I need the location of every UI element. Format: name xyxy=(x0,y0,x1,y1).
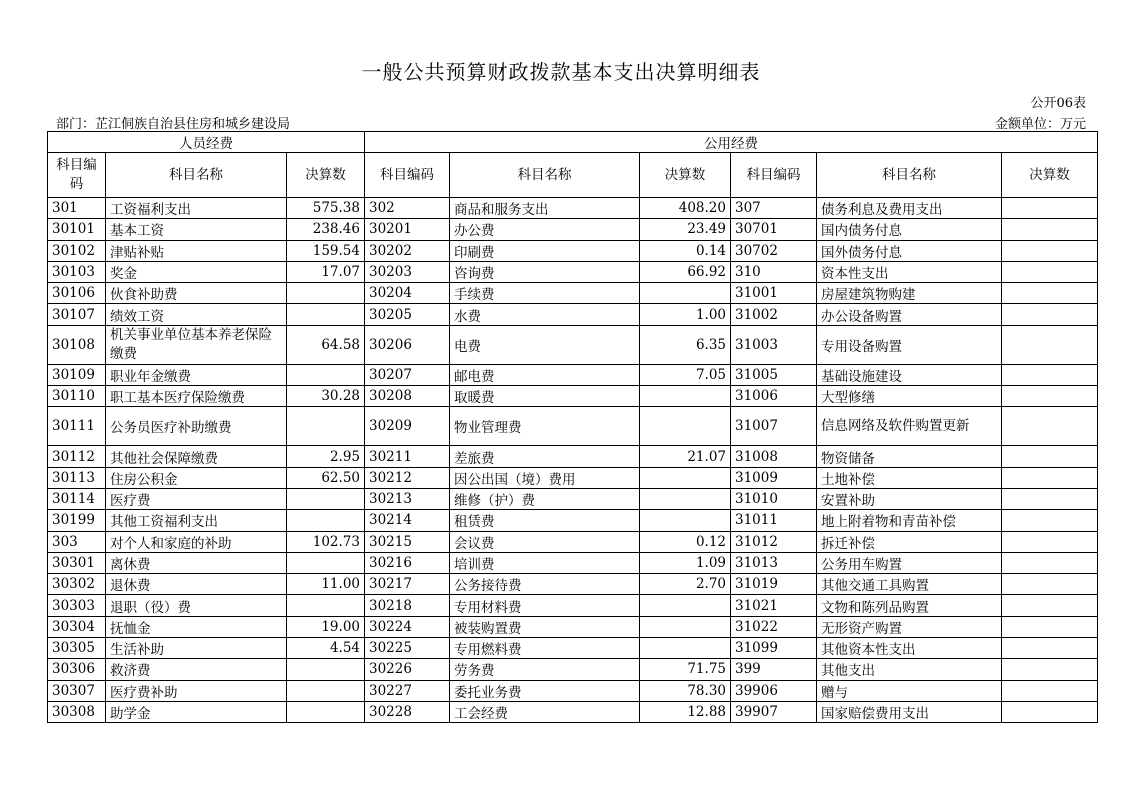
code-cell: 30102 xyxy=(48,240,106,261)
code-cell: 31007 xyxy=(731,407,817,446)
code-cell: 30306 xyxy=(48,659,106,680)
name-cell: 住房公积金 xyxy=(106,467,287,488)
amount-cell: 21.07 xyxy=(640,446,731,467)
code-cell: 30213 xyxy=(365,488,450,509)
code-cell: 31011 xyxy=(731,510,817,531)
table-row xyxy=(48,595,1098,616)
code-cell: 39906 xyxy=(731,680,817,701)
name-cell: 其他支出 xyxy=(817,659,1002,680)
name-cell: 无形资产购置 xyxy=(817,616,1002,637)
code-cell: 30101 xyxy=(48,219,106,240)
code-cell: 31003 xyxy=(731,325,817,364)
code-cell: 30205 xyxy=(365,304,450,325)
code-cell: 31002 xyxy=(731,304,817,325)
name-cell: 专用设备购置 xyxy=(817,325,1002,364)
name-cell: 办公费 xyxy=(450,219,640,240)
code-cell: 30110 xyxy=(48,386,106,407)
amount-cell xyxy=(287,552,365,573)
name-cell: 会议费 xyxy=(450,531,640,552)
name-cell: 文物和陈列品购置 xyxy=(817,595,1002,616)
amount-cell xyxy=(1002,261,1098,282)
code-cell: 30107 xyxy=(48,304,106,325)
amount-cell xyxy=(1002,552,1098,573)
name-cell: 基本工资 xyxy=(106,219,287,240)
table-row xyxy=(48,219,1098,240)
amount-cell xyxy=(287,304,365,325)
name-cell: 职工基本医疗保险缴费 xyxy=(106,386,287,407)
code-cell: 31019 xyxy=(731,574,817,595)
amount-cell xyxy=(287,680,365,701)
name-cell: 救济费 xyxy=(106,659,287,680)
amount-cell: 2.70 xyxy=(640,574,731,595)
code-cell: 30211 xyxy=(365,446,450,467)
code-cell: 31008 xyxy=(731,446,817,467)
code-cell: 31022 xyxy=(731,616,817,637)
amount-cell: 30.28 xyxy=(287,386,365,407)
code-cell: 30225 xyxy=(365,638,450,659)
amount-cell xyxy=(287,283,365,304)
name-cell: 其他工资福利支出 xyxy=(106,510,287,531)
name-cell: 助学金 xyxy=(106,701,287,722)
code-cell: 30199 xyxy=(48,510,106,531)
code-cell: 31012 xyxy=(731,531,817,552)
table-row xyxy=(48,407,1098,446)
amount-cell: 64.58 xyxy=(287,325,365,364)
amount-cell: 1.00 xyxy=(640,304,731,325)
code-cell: 30114 xyxy=(48,488,106,509)
name-cell: 房屋建筑物购建 xyxy=(817,283,1002,304)
table-row xyxy=(48,198,1098,219)
amount-cell xyxy=(287,595,365,616)
name-cell: 机关事业单位基本养老保险缴费 xyxy=(106,325,287,364)
col-amount-2: 决算数 xyxy=(640,153,731,198)
code-cell: 30305 xyxy=(48,638,106,659)
name-cell: 绩效工资 xyxy=(106,304,287,325)
name-cell: 取暖费 xyxy=(450,386,640,407)
table-row xyxy=(48,240,1098,261)
amount-cell xyxy=(1002,198,1098,219)
amount-cell xyxy=(287,510,365,531)
code-cell: 303 xyxy=(48,531,106,552)
col-amount-1: 决算数 xyxy=(287,153,365,198)
name-cell: 因公出国（境）费用 xyxy=(450,467,640,488)
code-cell: 31099 xyxy=(731,638,817,659)
name-cell: 国家赔偿费用支出 xyxy=(817,701,1002,722)
code-cell: 301 xyxy=(48,198,106,219)
amount-cell xyxy=(640,595,731,616)
code-cell: 39907 xyxy=(731,701,817,722)
name-cell: 对个人和家庭的补助 xyxy=(106,531,287,552)
code-cell: 30206 xyxy=(365,325,450,364)
table-row xyxy=(48,488,1098,509)
code-cell: 30303 xyxy=(48,595,106,616)
col-name-2: 科目名称 xyxy=(450,153,640,198)
name-cell: 伙食补助费 xyxy=(106,283,287,304)
amount-cell xyxy=(1002,219,1098,240)
name-cell: 邮电费 xyxy=(450,364,640,385)
code-cell: 307 xyxy=(731,198,817,219)
name-cell: 工会经费 xyxy=(450,701,640,722)
code-cell: 30202 xyxy=(365,240,450,261)
code-cell: 310 xyxy=(731,261,817,282)
name-cell: 医疗费补助 xyxy=(106,680,287,701)
table-row xyxy=(48,364,1098,385)
amount-cell xyxy=(1002,574,1098,595)
table-row xyxy=(48,638,1098,659)
name-cell: 大型修缮 xyxy=(817,386,1002,407)
amount-cell xyxy=(287,488,365,509)
group-personnel: 人员经费 xyxy=(48,132,365,153)
amount-cell: 575.38 xyxy=(287,198,365,219)
amount-cell: 1.09 xyxy=(640,552,731,573)
code-cell: 30226 xyxy=(365,659,450,680)
name-cell: 抚恤金 xyxy=(106,616,287,637)
group-public: 公用经费 xyxy=(365,132,1098,153)
amount-cell: 12.88 xyxy=(640,701,731,722)
name-cell: 商品和服务支出 xyxy=(450,198,640,219)
code-cell: 399 xyxy=(731,659,817,680)
amount-cell xyxy=(1002,531,1098,552)
name-cell: 差旅费 xyxy=(450,446,640,467)
amount-unit-label: 金额单位：万元 xyxy=(994,117,1086,132)
name-cell: 委托业务费 xyxy=(450,680,640,701)
name-cell: 国外债务付息 xyxy=(817,240,1002,261)
name-cell: 培训费 xyxy=(450,552,640,573)
amount-cell xyxy=(1002,446,1098,467)
amount-cell xyxy=(1002,283,1098,304)
name-cell: 工资福利支出 xyxy=(106,198,287,219)
amount-cell xyxy=(640,283,731,304)
name-cell: 公务用车购置 xyxy=(817,552,1002,573)
code-cell: 30216 xyxy=(365,552,450,573)
table-row xyxy=(48,659,1098,680)
table-row xyxy=(48,574,1098,595)
name-cell: 退休费 xyxy=(106,574,287,595)
amount-cell: 17.07 xyxy=(287,261,365,282)
table-row xyxy=(48,261,1098,282)
code-cell: 30701 xyxy=(731,219,817,240)
amount-cell xyxy=(287,659,365,680)
column-header-row xyxy=(48,153,1098,198)
name-cell: 拆迁补偿 xyxy=(817,531,1002,552)
amount-cell xyxy=(1002,659,1098,680)
amount-cell xyxy=(1002,616,1098,637)
table-row xyxy=(48,552,1098,573)
code-cell: 31001 xyxy=(731,283,817,304)
code-cell: 30111 xyxy=(48,407,106,446)
name-cell: 生活补助 xyxy=(106,638,287,659)
amount-cell xyxy=(1002,701,1098,722)
amount-cell: 78.30 xyxy=(640,680,731,701)
amount-cell xyxy=(1002,595,1098,616)
name-cell: 其他交通工具购置 xyxy=(817,574,1002,595)
form-number: 公开06表 xyxy=(1030,96,1086,111)
code-cell: 30302 xyxy=(48,574,106,595)
amount-cell: 0.12 xyxy=(640,531,731,552)
code-cell: 30301 xyxy=(48,552,106,573)
col-amount-3: 决算数 xyxy=(1002,153,1098,198)
code-cell: 30109 xyxy=(48,364,106,385)
name-cell: 维修（护）费 xyxy=(450,488,640,509)
name-cell: 劳务费 xyxy=(450,659,640,680)
code-cell: 30304 xyxy=(48,616,106,637)
amount-cell xyxy=(640,467,731,488)
amount-cell: 102.73 xyxy=(287,531,365,552)
name-cell: 地上附着物和青苗补偿 xyxy=(817,510,1002,531)
code-cell: 30307 xyxy=(48,680,106,701)
amount-cell: 0.14 xyxy=(640,240,731,261)
col-code-2: 科目编码 xyxy=(365,153,450,198)
code-cell: 30218 xyxy=(365,595,450,616)
amount-cell xyxy=(1002,240,1098,261)
table-row xyxy=(48,616,1098,637)
amount-cell xyxy=(287,701,365,722)
col-name-1: 科目名称 xyxy=(106,153,287,198)
amount-cell xyxy=(1002,386,1098,407)
amount-cell: 238.46 xyxy=(287,219,365,240)
code-cell: 30214 xyxy=(365,510,450,531)
amount-cell: 4.54 xyxy=(287,638,365,659)
amount-cell xyxy=(640,488,731,509)
code-cell: 30203 xyxy=(365,261,450,282)
name-cell: 离休费 xyxy=(106,552,287,573)
name-cell: 医疗费 xyxy=(106,488,287,509)
name-cell: 奖金 xyxy=(106,261,287,282)
name-cell: 公务接待费 xyxy=(450,574,640,595)
name-cell: 资本性支出 xyxy=(817,261,1002,282)
table-row xyxy=(48,701,1098,722)
name-cell: 安置补助 xyxy=(817,488,1002,509)
amount-cell xyxy=(1002,407,1098,446)
code-cell: 30207 xyxy=(365,364,450,385)
name-cell: 物资储备 xyxy=(817,446,1002,467)
code-cell: 302 xyxy=(365,198,450,219)
col-code-3: 科目编码 xyxy=(731,153,817,198)
name-cell: 土地补偿 xyxy=(817,467,1002,488)
code-cell: 30212 xyxy=(365,467,450,488)
code-cell: 30208 xyxy=(365,386,450,407)
code-cell: 31006 xyxy=(731,386,817,407)
code-cell: 31005 xyxy=(731,364,817,385)
name-cell: 咨询费 xyxy=(450,261,640,282)
report-title: 一般公共预算财政拨款基本支出决算明细表 xyxy=(361,60,761,84)
code-cell: 31021 xyxy=(731,595,817,616)
col-code-1: 科目编码 xyxy=(48,153,106,198)
name-cell: 手续费 xyxy=(450,283,640,304)
table-row xyxy=(48,510,1098,531)
name-cell: 信息网络及软件购置更新 xyxy=(817,407,1002,446)
code-cell: 30103 xyxy=(48,261,106,282)
amount-cell: 19.00 xyxy=(287,616,365,637)
amount-cell xyxy=(1002,304,1098,325)
code-cell: 31009 xyxy=(731,467,817,488)
code-cell: 30201 xyxy=(365,219,450,240)
amount-cell xyxy=(1002,364,1098,385)
group-header-row xyxy=(48,132,1098,153)
code-cell: 30702 xyxy=(731,240,817,261)
name-cell: 水费 xyxy=(450,304,640,325)
code-cell: 30209 xyxy=(365,407,450,446)
code-cell: 30224 xyxy=(365,616,450,637)
name-cell: 其他社会保障缴费 xyxy=(106,446,287,467)
name-cell: 基础设施建设 xyxy=(817,364,1002,385)
table-row xyxy=(48,386,1098,407)
name-cell: 赠与 xyxy=(817,680,1002,701)
amount-cell xyxy=(1002,510,1098,531)
amount-cell xyxy=(1002,467,1098,488)
code-cell: 30227 xyxy=(365,680,450,701)
code-cell: 30217 xyxy=(365,574,450,595)
code-cell: 30215 xyxy=(365,531,450,552)
code-cell: 30308 xyxy=(48,701,106,722)
amount-cell xyxy=(287,407,365,446)
table-row xyxy=(48,680,1098,701)
amount-cell: 7.05 xyxy=(640,364,731,385)
table-row xyxy=(48,304,1098,325)
code-cell: 30106 xyxy=(48,283,106,304)
name-cell: 印刷费 xyxy=(450,240,640,261)
amount-cell xyxy=(640,616,731,637)
name-cell: 债务利息及费用支出 xyxy=(817,198,1002,219)
col-name-3: 科目名称 xyxy=(817,153,1002,198)
expenditure-detail-table xyxy=(47,131,1098,723)
amount-cell xyxy=(287,364,365,385)
amount-cell: 11.00 xyxy=(287,574,365,595)
amount-cell: 62.50 xyxy=(287,467,365,488)
department-label: 部门：芷江侗族自治县住房和城乡建设局 xyxy=(56,117,291,132)
code-cell: 31013 xyxy=(731,552,817,573)
amount-cell: 2.95 xyxy=(287,446,365,467)
amount-cell xyxy=(640,510,731,531)
name-cell: 职业年金缴费 xyxy=(106,364,287,385)
name-cell: 办公设备购置 xyxy=(817,304,1002,325)
amount-cell xyxy=(1002,325,1098,364)
amount-cell: 23.49 xyxy=(640,219,731,240)
name-cell: 专用材料费 xyxy=(450,595,640,616)
code-cell: 30204 xyxy=(365,283,450,304)
code-cell: 31010 xyxy=(731,488,817,509)
amount-cell xyxy=(640,638,731,659)
code-cell: 30108 xyxy=(48,325,106,364)
amount-cell: 66.92 xyxy=(640,261,731,282)
name-cell: 津贴补贴 xyxy=(106,240,287,261)
name-cell: 租赁费 xyxy=(450,510,640,531)
code-cell: 30228 xyxy=(365,701,450,722)
code-cell: 30113 xyxy=(48,467,106,488)
amount-cell xyxy=(1002,680,1098,701)
name-cell: 公务员医疗补助缴费 xyxy=(106,407,287,446)
amount-cell: 408.20 xyxy=(640,198,731,219)
name-cell: 被装购置费 xyxy=(450,616,640,637)
name-cell: 电费 xyxy=(450,325,640,364)
table-row xyxy=(48,531,1098,552)
name-cell: 物业管理费 xyxy=(450,407,640,446)
name-cell: 国内债务付息 xyxy=(817,219,1002,240)
table-row xyxy=(48,325,1098,364)
table-row xyxy=(48,467,1098,488)
name-cell: 退职（役）费 xyxy=(106,595,287,616)
amount-cell xyxy=(640,386,731,407)
amount-cell xyxy=(1002,638,1098,659)
name-cell: 专用燃料费 xyxy=(450,638,640,659)
amount-cell: 159.54 xyxy=(287,240,365,261)
amount-cell: 6.35 xyxy=(640,325,731,364)
code-cell: 30112 xyxy=(48,446,106,467)
table-row xyxy=(48,283,1098,304)
name-cell: 其他资本性支出 xyxy=(817,638,1002,659)
table-row xyxy=(48,446,1098,467)
amount-cell xyxy=(640,407,731,446)
amount-cell: 71.75 xyxy=(640,659,731,680)
amount-cell xyxy=(1002,488,1098,509)
